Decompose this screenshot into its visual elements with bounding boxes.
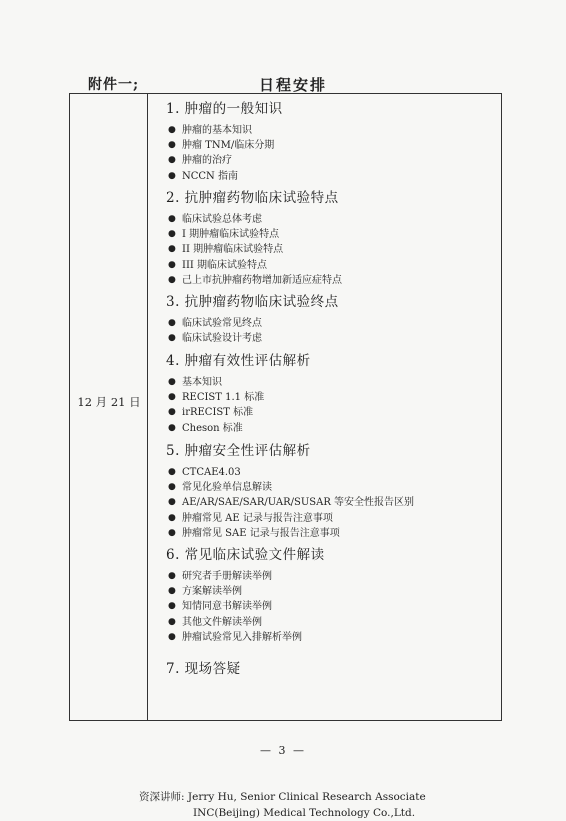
agenda-section [166, 293, 339, 346]
page-number: — 3 — [260, 744, 306, 757]
agenda-section [166, 189, 342, 288]
section-title: 6. 常见临床试验文件解读 [166, 547, 325, 563]
list-item: ● 方案解读举例 [166, 584, 325, 599]
bullet-icon: ● [168, 571, 176, 581]
list-item: ● AE/AR/SAE/SAR/UAR/SUSAR 等安全性报告区别 [166, 495, 414, 510]
list-item: ● 肿瘤 TNM/临床分期 [166, 138, 283, 153]
section-title: 1. 肿瘤的一般知识 [166, 101, 283, 117]
agenda-section [166, 442, 414, 541]
list-item: ● 己上市抗肿瘤药物增加新适应症特点 [166, 273, 342, 288]
date-column [70, 94, 148, 720]
agenda-content [148, 94, 501, 720]
list-item: ● 临床试验总体考虑 [166, 212, 342, 227]
agenda-section [166, 546, 325, 645]
section-title: 7. 现场答疑 [166, 661, 241, 677]
list-item: ● RECIST 1.1 标准 [166, 390, 311, 405]
bullet-icon: ● [168, 155, 176, 166]
list-item: ● 基本知识 [166, 375, 311, 390]
bullet-icon: ● [168, 422, 176, 433]
lecturer-company: INC(Beijing) Medical Technology Co.,Ltd. [193, 807, 416, 819]
section-title: 4. 肿瘤有效性评估解析 [166, 353, 311, 369]
page-title: 日程安排 [258, 76, 327, 94]
bullet-icon: ● [168, 140, 176, 151]
bullet-icon: ● [168, 244, 176, 255]
bullet-icon: ● [168, 512, 176, 523]
header [88, 74, 498, 94]
list-item: ● II 期肿瘤临床试验特点 [166, 242, 342, 257]
list-item: ● Cheson 标准 [166, 421, 311, 436]
lecturer-info [139, 789, 426, 821]
bullet-icon: ● [168, 467, 176, 477]
bullet-icon: ● [168, 274, 176, 285]
list-item: ● NCCN 指南 [166, 169, 283, 184]
bullet-icon: ● [168, 259, 176, 270]
bullet-icon: ● [168, 407, 176, 418]
schedule-date: 12 月 21 日 [77, 395, 141, 409]
bullet-icon: ● [168, 616, 176, 627]
bullet-icon: ● [168, 527, 176, 538]
bullet-icon: ● [168, 333, 176, 344]
list-item: ● III 期临床试验特点 [166, 258, 342, 273]
list-item: ● 肿瘤的基本知识 [166, 123, 283, 138]
list-item: ● CTCAE4.03 [166, 465, 414, 480]
list-item: ● 肿瘤常见 AE 记录与报告注意事项 [166, 511, 414, 526]
list-item: ● 临床试验设计考虑 [166, 331, 339, 346]
list-item: ● 知情同意书解读举例 [166, 599, 325, 614]
bullet-icon: ● [168, 170, 176, 181]
annex-label: 附件一; [88, 77, 140, 93]
list-item: ● I 期肿瘤临床试验特点 [166, 227, 342, 242]
lecturer-label: 资深讲师: [139, 791, 185, 803]
lecturer-name: Jerry Hu, Senior Clinical Research Associate [187, 791, 426, 803]
list-item: ● 其他文件解读举例 [166, 615, 325, 630]
schedule-table [69, 93, 502, 819]
bullet-icon: ● [168, 392, 176, 403]
list-item: ● 常见化验单信息解读 [166, 480, 414, 495]
list-item: ● 肿瘤试验常见入排解析举例 [166, 630, 325, 645]
bullet-icon: ● [168, 482, 176, 493]
bullet-icon: ● [168, 631, 176, 642]
agenda-section [166, 660, 241, 678]
bullet-icon: ● [168, 214, 176, 224]
section-title: 2. 抗肿瘤药物临床试验特点 [166, 190, 339, 206]
bullet-icon: ● [168, 586, 176, 597]
list-item: ● irRECIST 标准 [166, 405, 311, 420]
list-item: ● 临床试验常见终点 [166, 316, 339, 331]
agenda-section [166, 100, 283, 184]
agenda-section [166, 352, 311, 436]
bullet-icon: ● [168, 125, 176, 135]
list-item: ● 肿瘤的治疗 [166, 153, 283, 168]
section-title: 5. 肿瘤安全性评估解析 [166, 443, 311, 459]
list-item: ● 肿瘤常见 SAE 记录与报告注意事项 [166, 526, 414, 541]
section-title: 3. 抗肿瘤药物临床试验终点 [166, 294, 339, 310]
bullet-icon: ● [168, 318, 176, 328]
bullet-icon: ● [168, 497, 176, 508]
bullet-icon: ● [168, 601, 176, 612]
bullet-icon: ● [168, 377, 176, 387]
list-item: ● 研究者手册解读举例 [166, 569, 325, 584]
bullet-icon: ● [168, 229, 176, 240]
